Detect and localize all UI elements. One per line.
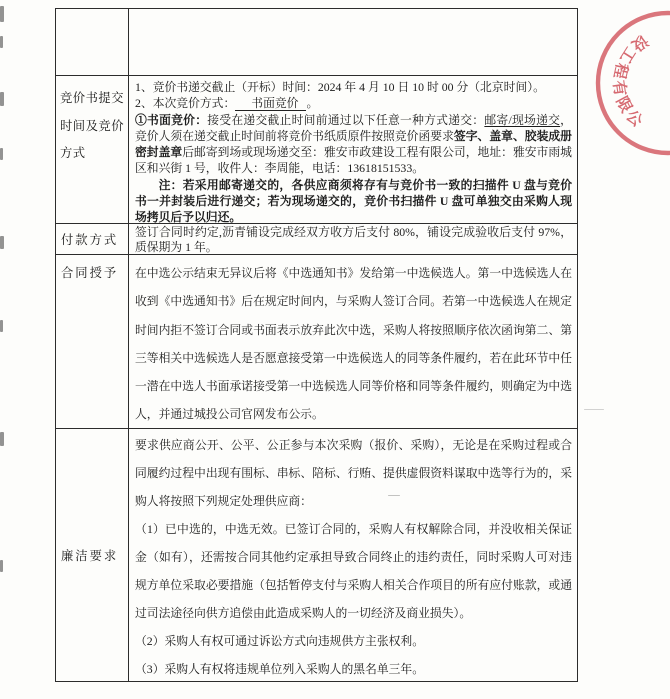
- integrity-paragraph-1: 要求供应商公开、公平、公正参与本次采购（报价、采购），无论是在采购过程或合同履约过程中出现有围标、串标、陪标、行贿、提供虚假资料谋取中选等行为的，采购人将按照下列规定处理供应商：: [135, 438, 572, 508]
- row-content-award: [129, 255, 577, 428]
- empty-content-cell: [129, 9, 577, 75]
- table-row-submission: [56, 75, 577, 223]
- method-paragraph: [135, 95, 572, 111]
- scan-smudge: [584, 409, 604, 410]
- empty-label-cell: [56, 9, 129, 75]
- row-content-integrity: [129, 429, 577, 681]
- deadline-text: 1、竞价书递交截止（开标）时间：2024 年 4 月 10 日 10 时 00 分（北京时间）。: [135, 80, 545, 94]
- delivery-text-1: 接受在递交截止时间前通过以下任意一种方式递交：: [207, 112, 485, 127]
- scan-edge-artifact: [0, 560, 3, 572]
- award-label-text: 合同授予: [61, 266, 119, 280]
- delivery-bold-lead: ①书面竞价：: [135, 112, 208, 127]
- row-label-award: [56, 255, 129, 428]
- label-line: 时间及竞价: [60, 118, 124, 133]
- row-content-submission: [129, 76, 577, 223]
- seal-arc-text: 设工程有限公: [609, 31, 651, 133]
- scan-edge-artifact: [0, 92, 4, 106]
- integrity-paragraph-3: （2）采购人有权可通过诉讼方式向违规供方主张权利。: [135, 634, 425, 648]
- delivery-paragraph: [135, 112, 572, 177]
- row-label-integrity: 廉洁要求: [56, 429, 129, 681]
- table-row-integrity: [56, 428, 577, 681]
- scan-edge-artifact: [0, 36, 3, 48]
- row-content-payment: [129, 224, 577, 254]
- label-line: 竞价书提交: [60, 91, 124, 105]
- row-label-submission: [56, 76, 129, 223]
- scan-edge-artifact: [0, 236, 4, 249]
- scan-edge-artifact: [0, 320, 3, 332]
- integrity-paragraph-2: （1）已中选的，中选无效。已签订合同的，采购人有权解除合同，并没收相关保证金（如有），还需按合同其他约定承担导致合同终止的违约责任，同时采购人可对违规方单位采取必要措施（包括暂停支付与采购人相关合作项目的所有应付账款，或通过司法途径向供方追偿由此造成采购人的一切经济及商业损失）。: [135, 522, 572, 620]
- label-line: 方式: [60, 146, 86, 161]
- delivery-bold-requirements: 签字、盖章、胶装成册密封盖章: [135, 128, 572, 160]
- company-seal-stamp: [575, 3, 670, 171]
- method-underlined-value: 书面竞价: [235, 96, 306, 111]
- bidding-info-table: [55, 8, 578, 682]
- table-row-empty: [56, 9, 577, 75]
- integrity-paragraph-4: （3）采购人有权将违规单位列入采购人的黑名单三年。: [135, 662, 425, 676]
- method-suffix: 。: [306, 96, 319, 111]
- delivery-text-3: 后邮寄到场或现场递交至：雅安市政建设工程有限公司，地址：雅安市雨城区和兴街 1 号，收件人：李周能，电话：13618151533。: [135, 145, 572, 176]
- scan-edge-artifact: [0, 148, 3, 160]
- delivery-text-2: ，竞价人须在递交截止时间前将竞价书纸质原件按照竞价函要求: [135, 112, 572, 143]
- seal-border-arc: [598, 13, 670, 153]
- table-row-award: [56, 254, 577, 428]
- scan-edge-artifact: [0, 432, 4, 446]
- method-prefix: 2、本次竞价方式：: [135, 96, 236, 111]
- award-paragraph: 在中选公示结束无异议后将《中选通知书》发给第一中选候选人。第一中选候选人在收到《中选通知书》后在规定时间内，与采购人签订合同。若第一中选候选人在规定时间内拒不签订合同或书面表示放弃此次中选，采购人将按照顺序依次函询第二、第三等相关中选候选人是否愿意接受第一中选候选人的同等条件履约，若在此环节中任一潜在中选人书面承诺接受第一中选候选人同等价格和同等条件履约，则确定为中选人，并通过城投公司官网发布公示。: [135, 266, 572, 422]
- note-paragraph: 注：若采用邮寄递交的，各供应商须将存有与竞价书一致的扫描件 U 盘与竞价书一并封装后进行递交；若为现场递交的，竞价书扫描件 U 盘可单独交由采购人现场拷贝后予以归还。: [135, 177, 572, 225]
- table-row-payment: [56, 223, 577, 254]
- scan-edge-artifact: [0, 6, 4, 22]
- delivery-underlined: 邮寄/现场递交: [484, 112, 561, 127]
- payment-paragraph: 签订合同时约定,沥青铺设完成经双方收方后支付 80%，铺设完成验收后支付 97%，质保期为 1 年。: [135, 225, 572, 254]
- deadline-paragraph: [135, 79, 572, 95]
- row-label-payment: 付款方式: [56, 224, 129, 254]
